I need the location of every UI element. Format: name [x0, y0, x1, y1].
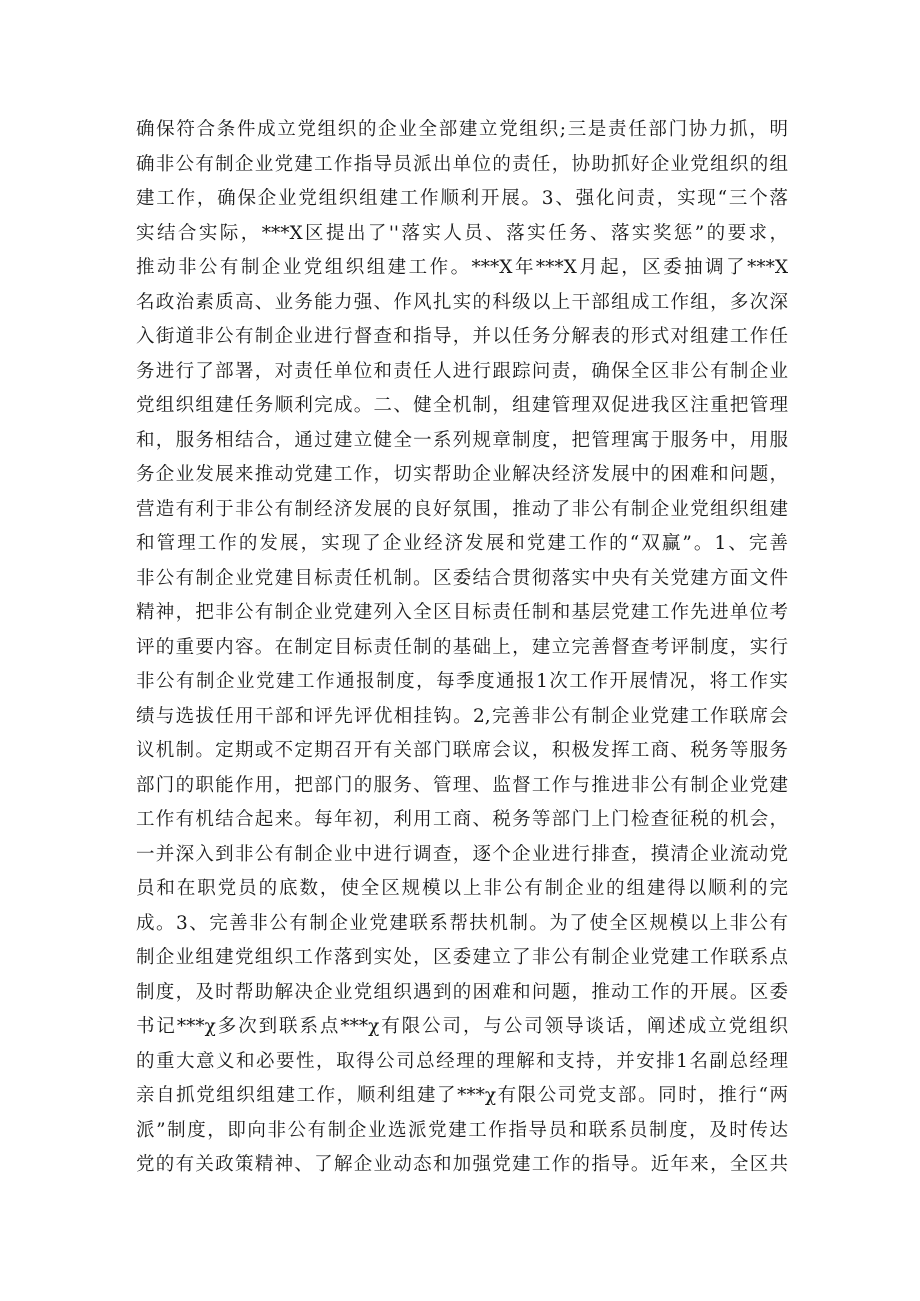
text-line: 建工作，确保企业党组织组建工作顺利开展。3、强化问责，实现“三个落 — [136, 188, 788, 209]
text-line: 确保符合条件成立党组织的企业全部建立党组织;三是责任部门协力抓，明 — [136, 119, 788, 140]
text-line: 亲自抓党组织组建工作，顺利组建了***χ有限公司党支部。同时，推行“两 — [136, 1085, 788, 1106]
text-line: 非公有制企业党建目标责任机制。区委结合贯彻落实中央有关党建方面文件 — [136, 567, 788, 589]
text-line: 一并深入到非公有制企业中进行调查，逐个企业进行排查，摸清企业流动党 — [136, 843, 788, 865]
text-line: 制度，及时帮助解决企业党组织遇到的困难和问题，推动工作的开展。区委 — [136, 981, 788, 1003]
text-line: 工作有机结合起来。每年初，利用工商、税务等部门上门检查征税的机会， — [136, 809, 788, 830]
text-line: 入街道非公有制企业进行督查和指导，并以任务分解表的形式对组建工作任 — [136, 326, 788, 347]
text-line: 制企业组建党组织工作落到实处，区委建立了非公有制企业党建工作联系点 — [136, 947, 788, 968]
text-line: 党的有关政策精神、了解企业动态和加强党建工作的指导。近年来，全区共 — [136, 1154, 788, 1175]
text-line: 名政治素质高、业务能力强、作风扎实的科级以上干部组成工作组，多次深 — [136, 291, 788, 313]
text-line: 和，服务相结合，通过建立健全一系列规章制度，把管理寓于服务中，用服 — [136, 429, 788, 451]
text-line: 员和在职党员的底数，使全区规模以上非公有制企业的组建得以顺利的完 — [136, 878, 788, 899]
text-line: 和管理工作的发展，实现了企业经济发展和党建工作的“双赢”。1、完善 — [136, 533, 788, 554]
text-line: 派”制度，即向非公有制企业选派党建工作指导员和联系员制度，及时传达 — [136, 1119, 788, 1141]
text-line: 议机制。定期或不定期召开有关部门联席会议，积极发挥工商、税务等服务 — [136, 740, 788, 761]
text-line: 部门的职能作用，把部门的服务、管理、监督工作与推进非公有制企业党建 — [136, 774, 788, 796]
text-line: 务进行了部署，对责任单位和责任人进行跟踪问责，确保全区非公有制企业 — [136, 360, 788, 382]
text-line: 营造有利于非公有制经济发展的良好氛围，推动了非公有制企业党组织组建 — [136, 498, 788, 520]
text-line: 的重大意义和必要性，取得公司总经理的理解和支持，并安排1名副总经理 — [136, 1050, 788, 1072]
text-line: 务企业发展来推动党建工作，切实帮助企业解决经济发展中的困难和问题， — [136, 464, 788, 485]
text-line: 实结合实际，***X区提出了''落实人员、落实任务、落实奖惩”的要求， — [136, 222, 788, 244]
text-line: 评的重要内容。在制定目标责任制的基础上，建立完善督查考评制度，实行 — [136, 636, 788, 658]
text-line: 成。3、完善非公有制企业党建联系帮扶机制。为了使全区规模以上非公有 — [136, 912, 788, 934]
text-line: 书记***χ多次到联系点***χ有限公司，与公司领导谈话，阐述成立党组织 — [136, 1016, 788, 1037]
text-line: 确非公有制企业党建工作指导员派出单位的责任，协助抓好企业党组织的组 — [136, 153, 788, 175]
text-line: 精神，把非公有制企业党建列入全区目标责任制和基层党建工作先进单位考 — [136, 602, 788, 623]
document-body — [136, 113, 788, 1183]
text-line: 推动非公有制企业党组织组建工作。***X年***X月起，区委抽调了***X — [136, 257, 788, 278]
text-line: 绩与选拔任用干部和评先评优相挂钩。2,完善非公有制企业党建工作联席会 — [136, 705, 788, 727]
text-line: 党组织组建任务顺利完成。二、健全机制，组建管理双促进我区注重把管理 — [136, 395, 788, 416]
text-line: 非公有制企业党建工作通报制度，每季度通报1次工作开展情况，将工作实 — [136, 671, 788, 692]
